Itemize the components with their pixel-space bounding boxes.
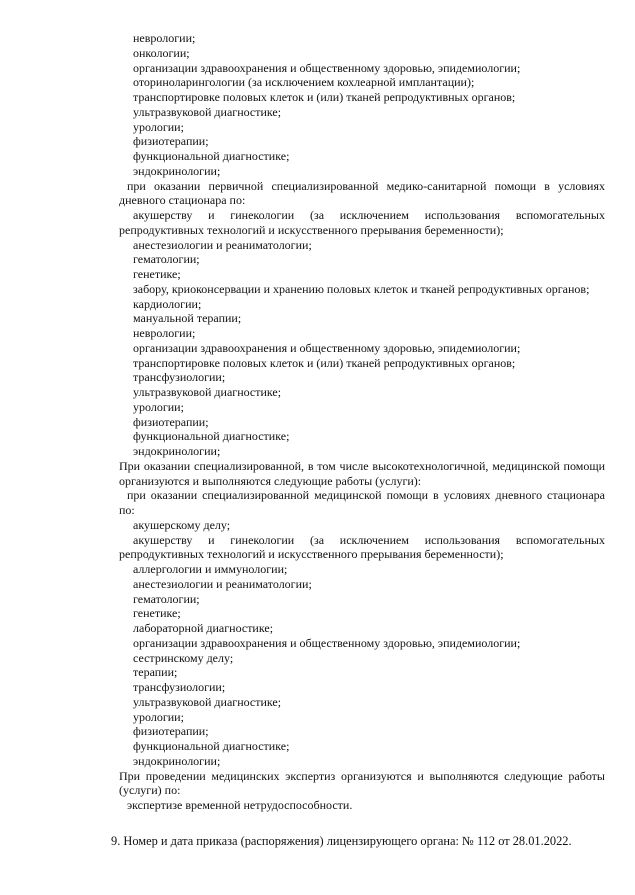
list-item: акушерскому делу;: [133, 517, 231, 532]
document-body: [119, 31, 605, 813]
list-item: сестринскому делу;: [133, 650, 234, 665]
list-item: урологии;: [133, 709, 184, 724]
list-item: ультразвуковой диагностике;: [133, 694, 282, 709]
license-order-footer: 9. Номер и дата приказа (распоряжения) лицензирующего органа: № 112 от 28.01.2022.: [111, 834, 572, 848]
list-item: организации здравоохранения и общественному здоровью, эпидемиологии;: [133, 635, 521, 650]
list-item: забору, криоконсервации и хранению половых клеток и тканей репродуктивных органов;: [133, 281, 590, 296]
list-item: функциональной диагностике;: [133, 429, 290, 444]
list-item: гематологии;: [133, 252, 200, 267]
list-item: функциональной диагностике;: [133, 149, 290, 163]
list-item: урологии;: [133, 119, 184, 134]
list-item: гематологии;: [133, 591, 200, 606]
list-item: ультразвуковой диагностике;: [133, 385, 282, 399]
list-item: лабораторной диагностике;: [133, 621, 274, 635]
list-item: онкологии;: [133, 45, 190, 60]
list-item: оториноларингологии (за исключением кохлеарной имплантации);: [133, 75, 475, 90]
list-item: анестезиологии и реаниматологии;: [133, 576, 312, 591]
list-item: аллергологии и иммунологии;: [133, 562, 288, 576]
list-item: транспортировке половых клеток и (или) тканей репродуктивных органов;: [133, 90, 516, 104]
list-item: акушерству и гинекологии (за исключением использования вспомогательных репродуктивных технологий и искусственного прерывания беременности);: [119, 208, 605, 237]
list-item: неврологии;: [133, 326, 196, 340]
list-item: организации здравоохранения и общественному здоровью, эпидемиологии;: [133, 340, 521, 355]
list-item: неврологии;: [133, 31, 196, 45]
list-item: терапии;: [133, 665, 178, 680]
list-item: мануальной терапии;: [133, 311, 242, 326]
section-heading-specialized: При оказании специализированной, в том числе высокотехнологичной, медицинской помощи организуются и выполняются следующие работы (услуги):: [119, 458, 605, 488]
list-item: трансфузиологии;: [133, 370, 226, 385]
list-item: ультразвуковой диагностике;: [133, 104, 282, 119]
list-item: анестезиологии и реаниматологии;: [133, 237, 312, 252]
list-item: трансфузиологии;: [133, 680, 226, 694]
list-item: эндокринологии;: [133, 444, 221, 458]
list-item: эндокринологии;: [133, 163, 221, 178]
section-heading-expertise: При проведении медицинских экспертиз организуются и выполняются следующие работы (услуги) по:: [119, 768, 605, 798]
list-item: генетике;: [133, 606, 181, 621]
list-block-3: [119, 518, 605, 769]
list-item: акушерству и гинекологии (за исключением использования вспомогательных репродуктивных технологий и искусственного прерывания беременности);: [119, 532, 605, 562]
list-item: физиотерапии;: [133, 724, 209, 739]
section-heading-specialized-day-hospital: при оказании специализированной медицинской помощи в условиях дневного стационара по:: [119, 488, 605, 517]
list-item: физиотерапии;: [133, 414, 209, 429]
list-block-1: [119, 31, 605, 179]
list-item: эндокринологии;: [133, 753, 221, 768]
list-item: транспортировке половых клеток и (или) тканей репродуктивных органов;: [133, 355, 516, 370]
list-item: урологии;: [133, 399, 184, 414]
list-item: функциональной диагностике;: [133, 739, 290, 753]
list-item: генетике;: [133, 267, 181, 281]
list-item: физиотерапии;: [133, 134, 209, 149]
list-item: организации здравоохранения и общественному здоровью, эпидемиологии;: [133, 60, 521, 75]
list-item: экспертизе временной нетрудоспособности.: [127, 798, 353, 812]
list-item: кардиологии;: [133, 296, 202, 311]
list-block-2: [119, 208, 605, 459]
section-heading-primary-day-hospital: при оказании первичной специализированной медико-санитарной помощи в условиях дневного стационара по:: [119, 178, 605, 208]
